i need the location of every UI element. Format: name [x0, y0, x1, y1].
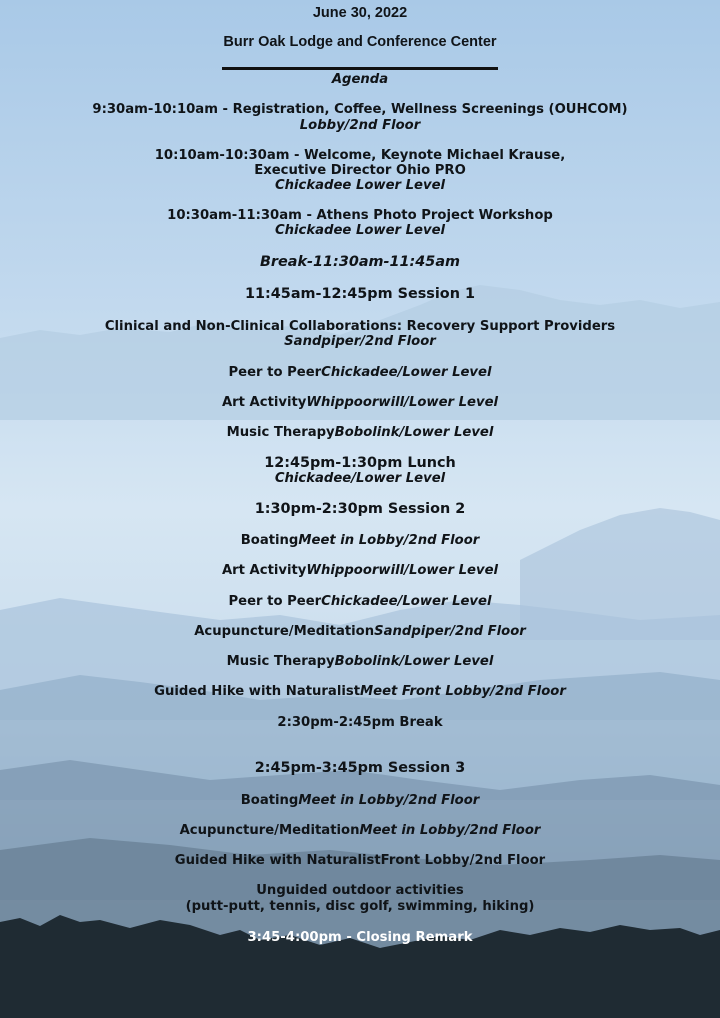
activity-location: Meet in Lobby/2nd Floor — [298, 793, 480, 808]
session-2-item — [0, 654, 720, 670]
lunch-location: Chickadee/Lower Level — [274, 471, 446, 486]
header-divider — [222, 67, 498, 70]
session-2-item — [0, 624, 720, 640]
session-2-item — [0, 594, 720, 610]
workshop-location: Chickadee Lower Level — [274, 223, 446, 238]
session-1-item — [0, 365, 720, 381]
activity-name: Guided Hike with Naturalist — [154, 684, 361, 699]
activity-location: Front Lobby/2nd Floor — [380, 853, 546, 868]
activity-location: Sandpiper/2nd Floor — [374, 624, 526, 639]
session-1-featured: Clinical and Non-Clinical Collaborations: Recovery Support Providers — [104, 319, 616, 334]
activity-name: Boating — [240, 533, 299, 548]
activity-location: Whippoorwill/Lower Level — [306, 563, 499, 578]
activity-name: Peer to Peer — [228, 365, 322, 380]
welcome-location: Chickadee Lower Level — [274, 178, 446, 193]
activity-location: Whippoorwill/Lower Level — [306, 395, 499, 410]
session-3-item — [0, 853, 720, 869]
registration-location: Lobby/2nd Floor — [299, 118, 421, 133]
session-3-item — [0, 823, 720, 839]
activity-location: Meet in Lobby/2nd Floor — [298, 533, 480, 548]
activity-name: Boating — [240, 793, 299, 808]
welcome-speaker: Executive Director Ohio PRO — [254, 163, 466, 178]
activity-name: Art Activity — [221, 563, 307, 578]
activity-name: Acupuncture/Meditation — [194, 624, 375, 639]
event-date: June 30, 2022 — [312, 5, 408, 21]
activity-name: Guided Hike with Naturalist — [174, 853, 381, 868]
unguided-title: Unguided outdoor activities — [256, 883, 464, 898]
session-1-title: 11:45am-12:45pm Session 1 — [245, 286, 475, 302]
agenda-heading: Agenda — [331, 72, 389, 87]
activity-location: Meet in Lobby/2nd Floor — [359, 823, 541, 838]
lunch-title: 12:45pm-1:30pm Lunch — [264, 455, 456, 471]
closing-remark: 3:45-4:00pm - Closing Remark — [247, 930, 473, 945]
activity-name: Music Therapy — [226, 425, 335, 440]
registration-time: 9:30am-10:10am - Registration, Coffee, Wellness Screenings (OUHCOM) — [92, 102, 628, 117]
activity-location: Meet Front Lobby/2nd Floor — [360, 684, 566, 699]
session-2-item — [0, 684, 720, 700]
activity-location: Chickadee/Lower Level — [321, 594, 492, 609]
activity-name: Peer to Peer — [228, 594, 322, 609]
session-1-featured-location: Sandpiper/2nd Floor — [284, 334, 436, 349]
venue-name: Burr Oak Lodge and Conference Center — [223, 34, 497, 50]
activity-name: Acupuncture/Meditation — [179, 823, 360, 838]
activity-location: Chickadee/Lower Level — [321, 365, 492, 380]
activity-location: Bobolink/Lower Level — [334, 425, 494, 440]
session-1-item — [0, 395, 720, 411]
session-2-item — [0, 563, 720, 579]
workshop-time: 10:30am-11:30am - Athens Photo Project Workshop — [167, 208, 553, 223]
break-2: 2:30pm-2:45pm Break — [277, 715, 443, 730]
activity-location: Bobolink/Lower Level — [334, 654, 494, 669]
session-3-item — [0, 793, 720, 809]
break-1: Break-11:30am-11:45am — [259, 254, 461, 270]
welcome-time: 10:10am-10:30am - Welcome, Keynote Michael Krause, — [154, 148, 566, 163]
session-2-title: 1:30pm-2:30pm Session 2 — [254, 501, 466, 517]
session-1-item — [0, 425, 720, 441]
unguided-detail: (putt-putt, tennis, disc golf, swimming, hiking) — [185, 899, 535, 914]
session-3-title: 2:45pm-3:45pm Session 3 — [254, 760, 466, 776]
session-2-item — [0, 533, 720, 549]
activity-name: Music Therapy — [226, 654, 335, 669]
activity-name: Art Activity — [221, 395, 307, 410]
